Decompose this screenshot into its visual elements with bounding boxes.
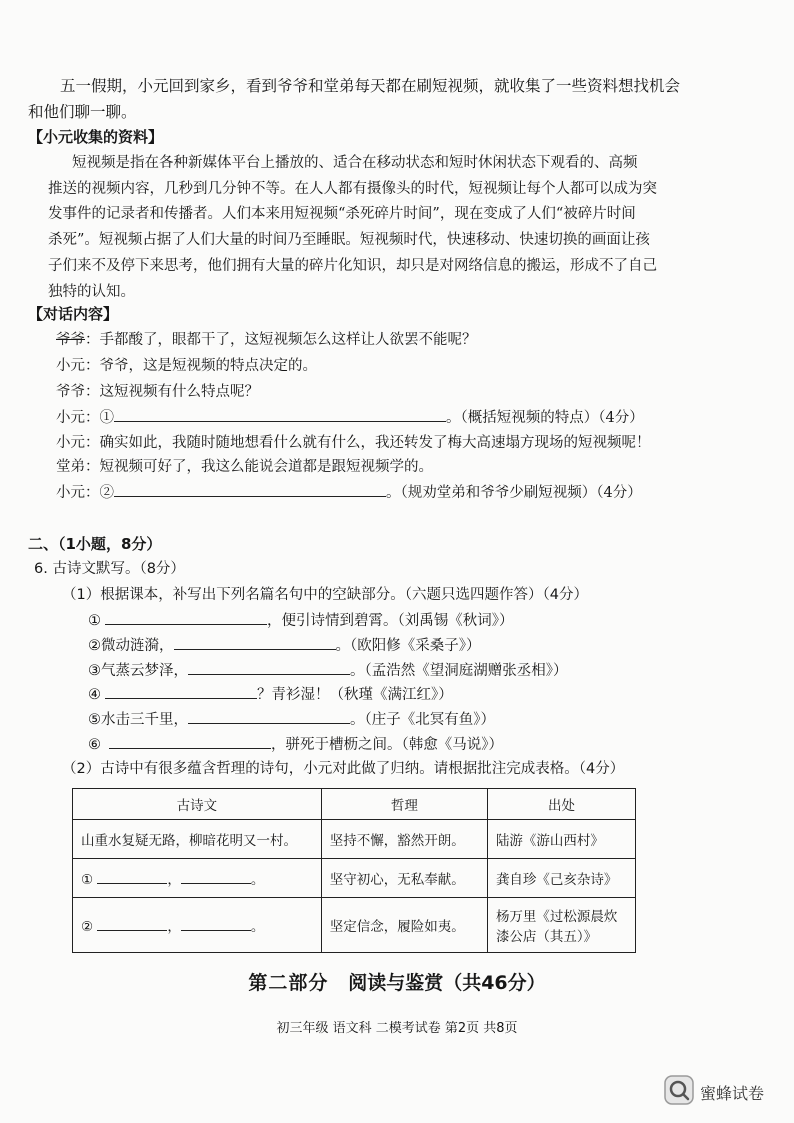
source-line: 漆公店（其五）》 [495, 929, 598, 945]
poem-blank-2[interactable] [174, 636, 336, 650]
materials-heading: 【小元收集的资料】 [28, 128, 164, 146]
table-cell-philosophy: 坚定信念，履险如夷。 [321, 898, 487, 953]
table-header-row [73, 789, 636, 820]
poem-item-2 [88, 636, 481, 655]
dialogue-line-3: 爷爷：这短视频有什么特点呢？ [56, 384, 259, 400]
dialogue-prefix: 小元：① [56, 410, 114, 426]
page-footer: 初三年级 语文科 二模考试卷 第2页 共8页 [276, 1021, 518, 1036]
table-blank[interactable] [97, 917, 167, 931]
source-line: 杨万里《过松源晨炊 [495, 909, 618, 925]
table-header: 古诗文 [73, 789, 322, 820]
table-row [73, 898, 636, 953]
table-blank[interactable] [181, 870, 251, 884]
poem-item-5 [88, 710, 495, 729]
poem-item-prefix: ⑥ [88, 737, 101, 753]
table-row [73, 859, 636, 898]
table-cell-philosophy: 坚守初心，无私奉献。 [321, 859, 487, 898]
materials-line: 发事件的记录者和传播者。人们本来用短视频“杀死碎片时间”，现在变成了人们“被碎片时间 [48, 206, 636, 222]
poem-item-suffix: ，便引诗情到碧霄。（刘禹锡《秋词》） [267, 613, 514, 629]
table-row [73, 820, 636, 859]
dialogue-suffix: 。（规劝堂弟和爷爷少刷短视频）（4分） [386, 485, 642, 501]
intro-line-2: 和他们聊一聊。 [28, 103, 137, 121]
sub-question-2: （2）古诗中有很多蕴含哲理的诗句，小元对此做了归纳。请根据批注完成表格。（4分） [62, 761, 625, 777]
poem-item-prefix: ④ [88, 687, 101, 703]
dialogue-line-6: 堂弟：短视频可好了，我这么能说会道都是跟短视频学的。 [56, 459, 433, 475]
poem-item-suffix: 。（庄子《北冥有鱼》） [350, 712, 495, 728]
table-cell-poem: 山重水复疑无路，柳暗花明又一村。 [73, 820, 322, 859]
poem-item-suffix: ，骈死于槽枥之间。（韩愈《马说》） [271, 737, 503, 753]
question-6: 6. 古诗文默写。（8分） [34, 561, 185, 577]
poem-item-3 [88, 661, 568, 680]
poem-blank-6[interactable] [109, 735, 271, 749]
dialogue-suffix: 。（概括短视频的特点）（4分） [446, 410, 644, 426]
bee-logo-icon [664, 1075, 694, 1105]
part2-heading: 二、（1小题，8分） [28, 535, 162, 553]
punctuation: ， [167, 872, 181, 888]
dialogue-speaker: 爷爷 [56, 332, 85, 348]
table-cell-poem [73, 859, 322, 898]
circle-1-icon: ① [88, 613, 101, 629]
poem-item-suffix: 。（孟浩然《望洞庭湖赠张丞相》） [350, 663, 568, 679]
materials-line: 杀死”。短视频占据了人们大量的时间乃至睡眠。短视频时代，快速移动、快速切换的画面让孩 [48, 232, 650, 248]
poem-item-prefix: ③气蒸云梦泽， [88, 663, 188, 679]
table-cell-source: 龚自珍《己亥杂诗》 [487, 859, 635, 898]
poem-item-prefix: ⑤水击三千里， [88, 712, 188, 728]
table-blank[interactable] [181, 917, 251, 931]
poem-blank-4[interactable] [105, 685, 257, 699]
materials-line: 推送的视频内容，几秒到几分钟不等。在人人都有摄像头的时代，短视频让每个人都可以成为突 [48, 181, 657, 197]
materials-line: 短视频是指在各种新媒体平台上播放的、适合在移动状态和短时休闲状态下观看的、高频 [72, 155, 638, 171]
poem-blank-3[interactable] [188, 661, 350, 675]
poem-blank-5[interactable] [188, 710, 350, 724]
dialogue-text: ：手都酸了，眼都干了，这短视频怎么这样让人欲罢不能呢？ [85, 332, 477, 348]
watermark-brand: 蜜蜂试卷 [700, 1084, 765, 1103]
row-number: ① [81, 872, 94, 888]
row-number: ② [81, 919, 94, 935]
dialogue-line-1 [56, 331, 477, 349]
poem-table [72, 788, 636, 953]
poem-blank-1[interactable] [105, 611, 267, 625]
materials-line: 独特的认知。 [48, 284, 135, 300]
poem-item-4 [88, 685, 453, 704]
intro-line-1: 五一假期，小元回到家乡，看到爷爷和堂弟每天都在刷短视频，就收集了一些资料想找机会 [60, 77, 681, 95]
table-cell-source: 陆游《游山西村》 [487, 820, 635, 859]
materials-line: 子们来不及停下来思考，他们拥有大量的碎片化知识，却只是对网络信息的搬运，形成不了自己 [48, 258, 657, 274]
table-header: 出处 [487, 789, 635, 820]
dialogue-line-2: 小元：爷爷，这是短视频的特点决定的。 [56, 358, 317, 374]
dialogue-heading: 【对话内容】 [28, 305, 119, 323]
sub-question-1: （1）根据课本，补写出下列名篇名句中的空缺部分。（六题只选四题作答）（4分） [62, 587, 588, 603]
dialogue-line-7 [56, 483, 642, 502]
punctuation: ， [167, 919, 181, 935]
table-blank[interactable] [97, 870, 167, 884]
poem-item-suffix: 。（欧阳修《采桑子》） [335, 638, 481, 654]
poem-item-prefix: ②微动涟漪， [88, 638, 174, 654]
poem-item-6 [88, 735, 503, 754]
table-header: 哲理 [321, 789, 487, 820]
section-subtitle: 阅读与鉴赏（共46分） [348, 972, 546, 994]
section-part: 第二部分 [248, 972, 329, 994]
punctuation: 。 [250, 872, 265, 888]
poem-item-suffix: ？青衫湿！（秋瑾《满江红》） [257, 687, 453, 703]
table-cell-poem [73, 898, 322, 953]
punctuation: 。 [250, 919, 265, 935]
table-cell-philosophy: 坚持不懈，豁然开朗。 [321, 820, 487, 859]
dialogue-prefix: 小元：② [56, 485, 114, 501]
section-title [0, 968, 794, 995]
answer-blank-1[interactable] [114, 408, 446, 422]
table-cell-source [487, 898, 635, 953]
answer-blank-2[interactable] [114, 483, 386, 497]
dialogue-line-5: 小元：确实如此，我随时随地想看什么就有什么，我还转发了梅大高速塌方现场的短视频呢！ [56, 435, 651, 451]
dialogue-line-4 [56, 408, 644, 427]
poem-item-1 [88, 611, 514, 630]
